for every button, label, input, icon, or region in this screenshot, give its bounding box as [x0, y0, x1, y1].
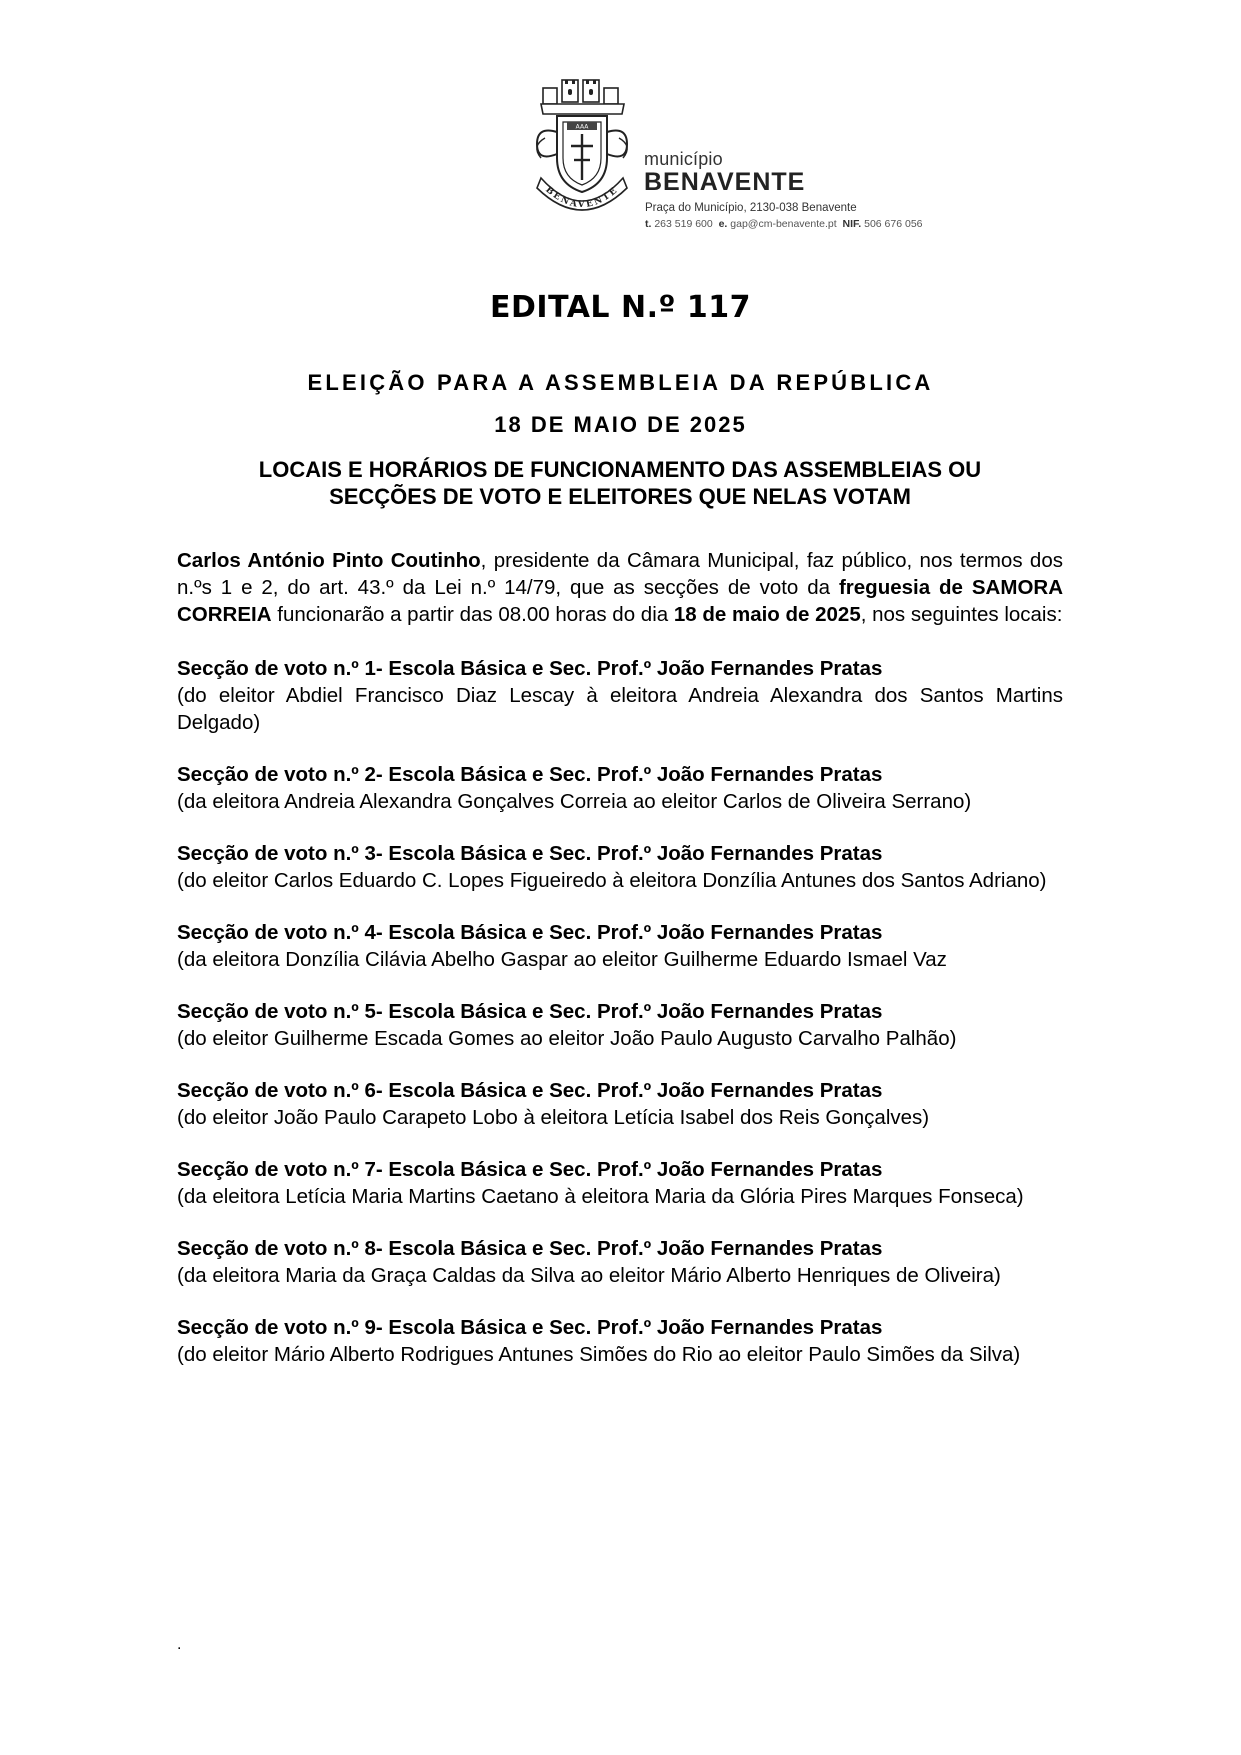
footer-dot: . [177, 1636, 182, 1653]
email-address: gap@cm-benavente.pt [730, 218, 837, 230]
intro-text-2: funcionarão a partir das 08.00 horas do dia [271, 603, 674, 626]
voting-section-range: (do eleitor Mário Alberto Rodrigues Antunes Simões do Rio ao eleitor Paulo Simões da Silva) [177, 1343, 1021, 1366]
nif-number: 506 676 056 [864, 218, 923, 230]
municipio-name: BENAVENTE [644, 168, 806, 196]
document-title: EDITAL N.º 117 [490, 290, 751, 325]
voting-section-title: Secção de voto n.º 8- Escola Básica e Sec. Prof.º João Fernandes Pratas [177, 1237, 883, 1260]
voting-section-2 [177, 761, 1063, 815]
voting-section-range: (do eleitor João Paulo Carapeto Lobo à eleitora Letícia Isabel dos Reis Gonçalves) [177, 1106, 930, 1129]
section-heading-line1: LOCAIS E HORÁRIOS DE FUNCIONAMENTO DAS ASSEMBLEIAS OU [258, 457, 982, 482]
voting-section-1 [177, 655, 1063, 736]
voting-section-5 [177, 998, 1063, 1052]
voting-section-9 [177, 1314, 1063, 1368]
phone-label: t. [645, 218, 652, 230]
email-label: e. [718, 218, 728, 230]
voting-section-range: (da eleitora Andreia Alexandra Gonçalves Correia ao eleitor Carlos de Oliveira Serrano) [177, 790, 972, 813]
intro-text-3: , nos seguintes locais: [860, 603, 1063, 626]
crest-ribbon-text: BENAVENTE [543, 184, 621, 211]
municipal-crest-icon [527, 76, 642, 224]
municipio-word: município [644, 149, 723, 169]
section-heading-line2: SECÇÕES DE VOTO E ELEITORES QUE NELAS VOTAM [329, 484, 911, 509]
election-subtitle: ELEIÇÃO PARA A ASSEMBLEIA DA REPÚBLICA [307, 370, 934, 395]
voting-section-title: Secção de voto n.º 7- Escola Básica e Sec. Prof.º João Fernandes Pratas [177, 1158, 883, 1181]
voting-section-4 [177, 919, 1063, 973]
document-body [177, 547, 1063, 1393]
president-name: Carlos António Pinto Coutinho [177, 549, 481, 572]
intro-text-1: , presidente da Câmara Municipal, faz público, nos termos dos n.ºs 1 e 2, do art. 43.º da Lei n.º 14/79, que as secções de voto da [177, 549, 1063, 599]
nif-label: NIF. [842, 218, 862, 230]
svg-text:AAA: AAA [575, 123, 589, 131]
section-heading [160, 456, 1080, 510]
voting-section-range: (da eleitora Donzília Cilávia Abelho Gaspar ao eleitor Guilherme Eduardo Ismael Vaz [177, 948, 947, 971]
voting-section-7 [177, 1156, 1063, 1210]
intro-paragraph [177, 547, 1063, 628]
voting-section-range: (da eleitora Maria da Graça Caldas da Silva ao eleitor Mário Alberto Henriques de Oliveira) [177, 1264, 1001, 1287]
election-date: 18 DE MAIO DE 2025 [494, 412, 747, 437]
municipio-contacts [645, 218, 923, 230]
voting-section-8 [177, 1235, 1063, 1289]
municipio-address: Praça do Município, 2130-038 Benavente [645, 202, 857, 214]
voting-section-title: Secção de voto n.º 5- Escola Básica e Sec. Prof.º João Fernandes Pratas [177, 1000, 883, 1023]
voting-section-title: Secção de voto n.º 9- Escola Básica e Sec. Prof.º João Fernandes Pratas [177, 1316, 883, 1339]
intro-date: 18 de maio de 2025 [673, 603, 861, 626]
voting-section-range: (da eleitora Letícia Maria Martins Caetano à eleitora Maria da Glória Pires Marques Fonseca) [177, 1185, 1024, 1208]
voting-section-3 [177, 840, 1063, 894]
voting-section-title: Secção de voto n.º 4- Escola Básica e Sec. Prof.º João Fernandes Pratas [177, 921, 883, 944]
phone-number: 263 519 600 [654, 218, 713, 230]
voting-section-range: (do eleitor Abdiel Francisco Diaz Lescay à eleitora Andreia Alexandra dos Santos Martins Delgado) [177, 684, 1063, 734]
freguesia-name: freguesia de SAMORA CORREIA [177, 576, 1063, 626]
voting-section-title: Secção de voto n.º 6- Escola Básica e Sec. Prof.º João Fernandes Pratas [177, 1079, 883, 1102]
voting-section-title: Secção de voto n.º 3- Escola Básica e Sec. Prof.º João Fernandes Pratas [177, 842, 883, 865]
voting-section-6 [177, 1077, 1063, 1131]
voting-section-title: Secção de voto n.º 2- Escola Básica e Sec. Prof.º João Fernandes Pratas [177, 763, 883, 786]
letterhead [527, 76, 947, 236]
voting-section-title: Secção de voto n.º 1- Escola Básica e Sec. Prof.º João Fernandes Pratas [177, 657, 883, 680]
voting-section-range: (do eleitor Carlos Eduardo C. Lopes Figueiredo à eleitora Donzília Antunes dos Santos Adriano) [177, 869, 1047, 892]
voting-section-range: (do eleitor Guilherme Escada Gomes ao eleitor João Paulo Augusto Carvalho Palhão) [177, 1027, 957, 1050]
